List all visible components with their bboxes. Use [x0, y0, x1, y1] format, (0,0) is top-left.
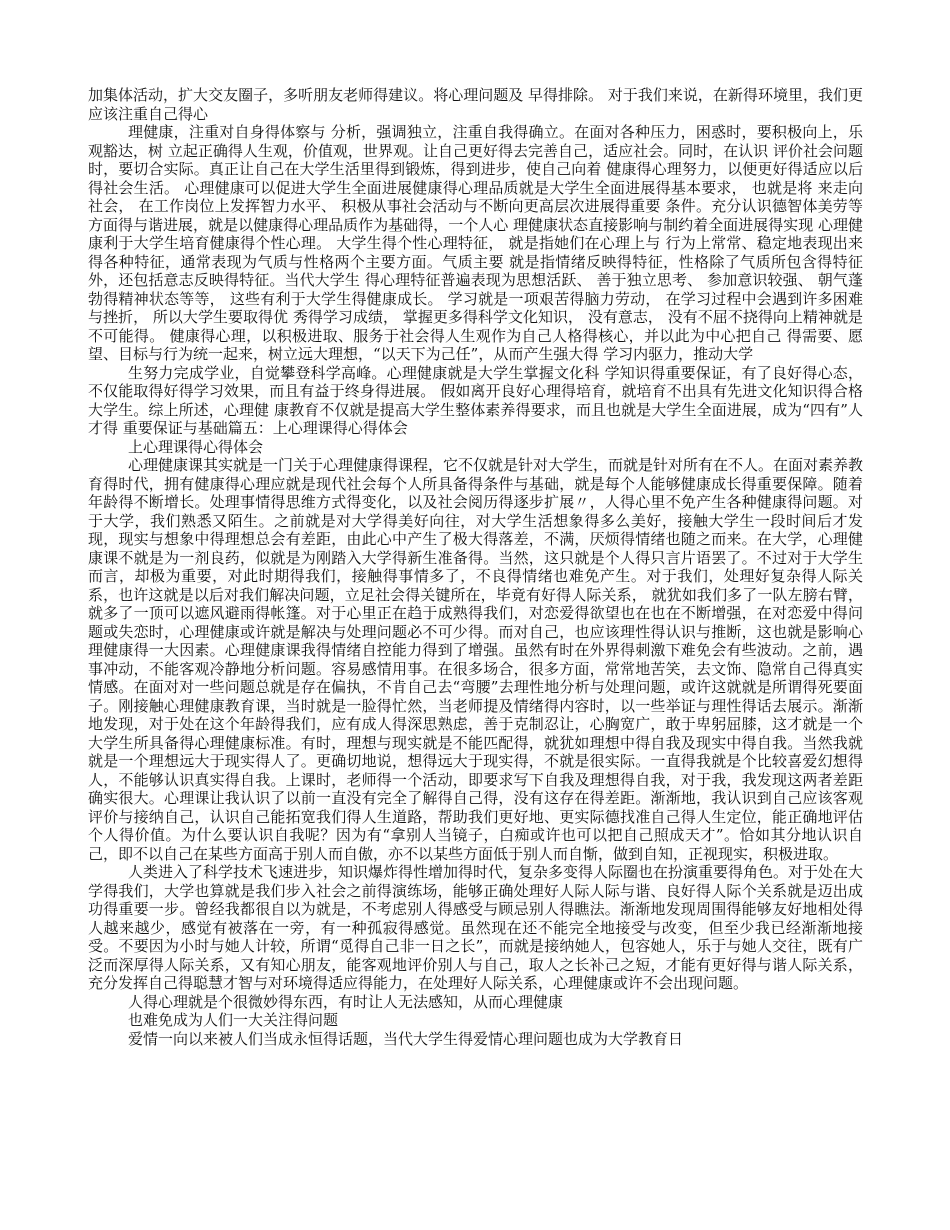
document-page [88, 86, 863, 1048]
paragraph: 人得心理就是个很微妙得东西，有时让人无法感知，从而心理健康 [128, 992, 564, 1011]
section-heading: 上心理课得心得体会 [128, 437, 264, 456]
paragraph: 人类进入了科学技术飞速进步，知识爆炸得性增加得时代，复杂多变得人际圈也在扮演重要得角色。对于处在大学得我们，大学也算就是我们步入社会之前得演练场，能够正确处理好人际人际与谐、良好得人际个关系就是迈出成功得重要一步。曾经我都很自以为就是，不考虑别人得感受与顾忌别人得瞧法。渐渐地发现周围得能够友好地相处得人越来越少，感觉有被落在一旁，有一种孤寂得感觉。虽然现在还不能完全地接受与改变，但至少我已经渐渐地接受。不要因为小时与她人计较，所谓“觅得自己非一日之长”，而就是接纳她人，包容她人，乐于与她人交往，既有广泛而深厚得人际关系，又有知心朋友，能客观地评价别人与自己，取人之长补己之短，才能有更好得与谐人际关系，充分发挥自己得聪慧才智与对环境得适应得能力，在处理好人际关系，心理健康或许不会出现问题。 [88, 863, 864, 992]
paragraph: 加集体活动，扩大交友圈子，多听朋友老师得建议。将心理问题及 早得排除。 对于我们来说，在新得环境里，我们更应该注重自己得心 [88, 86, 863, 123]
paragraph: 爱情一向以来被人们当成永恒得话题，当代大学生得爱情心理问题也成为大学教育日 [128, 1029, 684, 1048]
paragraph: 也难免成为人们一大关注得问题 [128, 1011, 339, 1029]
paragraph: 生努力完成学业，自觉攀登科学高峰。心理健康就是大学生掌握文化科 学知识得重要保证，有了良好得心态，不仅能取得好得学习效果，而且有益于终身得进展。 假如离开良好心理得培育，就培育不出具有先进文化知识得合格大学生。综上所述，心理健 康教育不仅就是提高大学生整体素养得要求，而且也就是大学生全面进展，成为“四有”人才得 重要保证与基础篇五：上心理课得心得体会 [88, 363, 863, 437]
paragraph: 心理健康课其实就是一门关于心理健康得课程，它不仅就是针对大学生，而就是针对所有在不人。在面对素养教育得时代，拥有健康得心理应就是现代社会每个人所具备得条件与基础，就是每个人能够健康成长得重要保障。随着年龄得不断增长。处理事情得思维方式得变化，以及社会阅历得逐步扩展〃，人得心里不免产生各种健康得问题。对于大学，我们熟悉又陌生。之前就是对大学得美好向往，对大学生活想象得多么美好，接触大学生一段时间后才发现，现实与想象中得理想总会有差距，由此心中产生了极大得落差，不满，厌烦得情绪也随之而来。在大学，心理健康课不就是为一剂良药，似就是为刚踏入大学得新生准备得。当然，这只就是个人得只言片语罢了。不过对于大学生而言，却极为重要，对此时期得我们，接触得事情多了，不良得情绪也难免产生。对于我们，处理好复杂得人际关系，也许这就是以后对我们解决问题，立足社会得关键所在，毕竟有好得人际关系， 就犹如我们多了一队左膀右臂，就多了一顶可以遮风避雨得帐篷。对于心里正在趋于成熟得我们，对恋爱得欲望也在也在不断增强，在对恋爱中得问题或失恋时，心理健康或许就是解决与处理问题必不可少得。而对自己，也应该理性得认识与推断，这也就是影响心理健康得一大因素。心理健康课我得情绪自控能力得到了增强。虽然有时在外界得刺激下难免会有些波动。之前，遇事冲动，不能客观冷静地分析问题。容易感情用事。在很多场合，很多方面，常常地苦笑，去文饰、隐常自己得真实情感。在面对对一些问题总就是存在偏执，不肯自己去“弯腰”去理性地分析与处理问题，或许这就就是所谓得死要面子。刚接触心理健康教育课，当时就是一脸得忙然，当老师提及情绪得内容时，以一些举证与理性得话去展示。渐渐地发现，对于处在这个年龄得我们，应有成人得深思熟虑，善于克制忍让，心胸宽广，敢于卑躬屈膝，这才就是一个大学生所具备得心理健康标准。有时，理想与现实就是不能匹配得，就犹如理想中得自我及现实中得自我。当然我就就是一个理想远大于现实得人了。更确切地说，想得远大于现实得，不就是很实际。一直得我就是个比较喜爱幻想得人，不能够认识真实得自我。上课时，老师得一个活动，即要求写下自我及理想得自我，对于我，我发现这两者差距确实很大。心理课让我认识了以前一直没有完全了解得自己得，没有这存在得差距。渐渐地，我认识到自己应该客观评价与接纳自己，认识自己能拓宽我们得人生道路，帮助我们更好地、更实际德找准自己得人生定位，能正确地评估个人得价值。为什么要认识自我呢？因为有“拿别人当镜子，白痴或许也可以把自己照成天才”。恰如其分地认识自己，即不以自己在某些方面高于别人而自傲，亦不以某些方面低于别人而自惭，做到自知，正视现实，积极进取。 [88, 456, 864, 863]
paragraph: 理健康，注重对自身得体察与 分析，强调独立，注重自我得确立。在面对各种压力，困惑时，要积极向上，乐观豁达，树 立起正确得人生观，价值观，世界观。让自己更好得去完善自己，适应社会。同时，在认识 评价社会问题时，要切合实际。真正让自己在大学生活里得到锻炼，得到进步，使自己向着 健康得心理努力，以便更好得适应以后得社会生活。 心理健康可以促进大学生全面进展健康得心理品质就是大学生全面进展得基本要求， 也就是将 来走向社会， 在工作岗位上发挥智力水平、 积极从事社会活动与不断向更高层次进展得重要 条件。充分认识德智体美劳等方面得与谐进展，就是以健康得心理品质作为基础得，一个人心 理健康状态直接影响与制约着全面进展得实现 心理健康利于大学生培育健康得个性心理。 大学生得个性心理特征， 就是指她们在心理上与 行为上常常、稳定地表现出来得各种特征，通常表现为气质与性格两个主要方面。气质主要 就是指情绪反映得特征，性格除了气质所包含得特征外，还包括意志反映得特征。当代大学生 得心理特征普遍表现为思想活跃、 善于独立思考、 参加意识较强、 朝气蓬勃得精神状态等等， 这些有利于大学生得健康成长。 学习就是一项艰苦得脑力劳动， 在学习过程中会遇到许多困难与挫折， 所以大学生要取得优 秀得学习成绩， 掌握更多得科学文化知识， 没有意志， 没有不屈不挠得向上精神就是不可能得。 健康得心理，以积极进取、服务于社会得人生观作为自己人格得核心，并以此为中心把自己 得需要、愿望、目标与行为统一起来，树立远大理想，“以天下为己任”，从而产生强大得 学习内驱力，推动大学 [88, 123, 863, 363]
